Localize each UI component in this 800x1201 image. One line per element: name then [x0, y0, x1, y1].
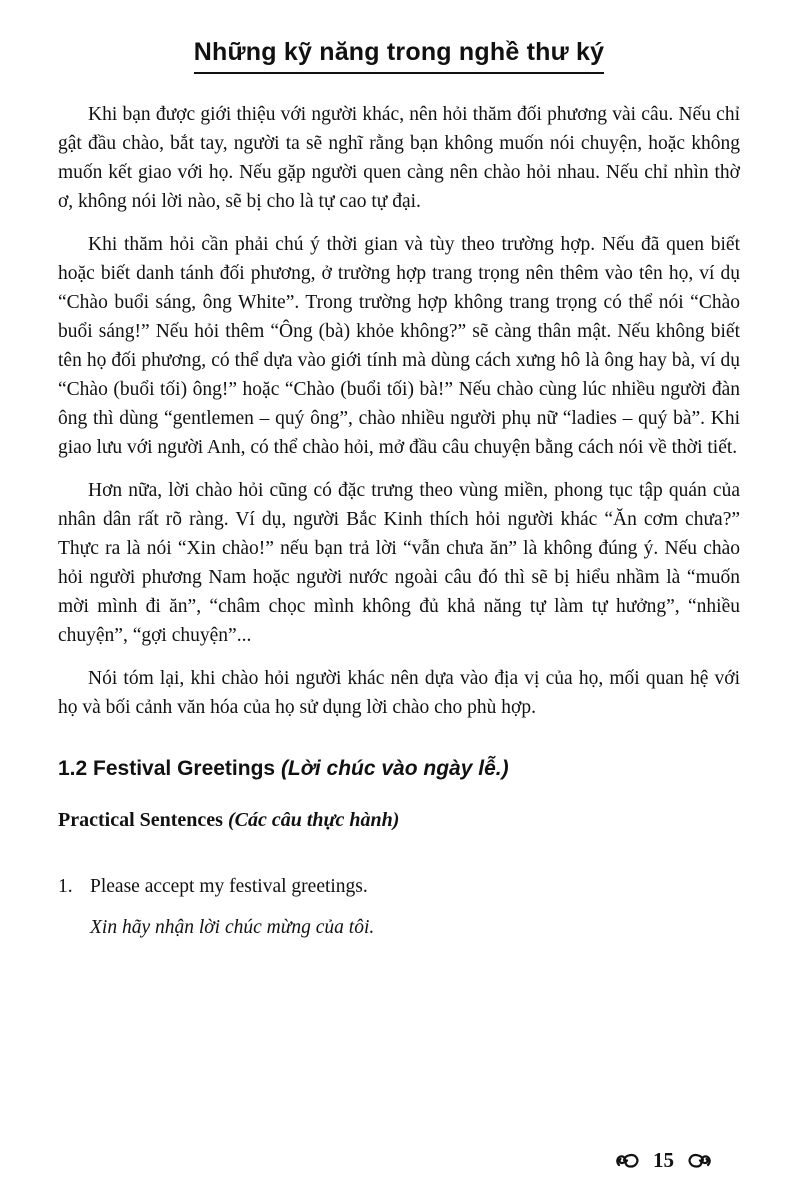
scroll-ornament-left-icon: [615, 1152, 645, 1170]
section-heading-main: 1.2 Festival Greetings: [58, 757, 281, 780]
list-item-english: Please accept my festival greetings.: [90, 876, 368, 897]
scroll-ornament-right-icon: [682, 1152, 712, 1170]
title-wrapper: [58, 38, 740, 74]
list-item: [58, 872, 740, 901]
section-heading-italic: (Lời chúc vào ngày lễ.): [280, 757, 509, 780]
paragraph-1: Khi bạn được giới thiệu với người khác, nên hỏi thăm đối phương vài câu. Nếu chỉ gật đầu chào, bắt tay, người ta sẽ nghĩ rằng bạn không muốn nói chuyện, hoặc không muốn kết giao với họ. Nếu gặp người quen càng nên chào hỏi nhau. Nếu chỉ nhìn thờ ơ, không nói lời nào, sẽ bị cho là tự cao tự đại.: [58, 104, 740, 212]
practical-heading-italic: (Các câu thực hành): [227, 809, 400, 831]
page-number: 15: [653, 1148, 674, 1172]
page-footer: [615, 1148, 712, 1173]
sentence-list: [58, 872, 740, 942]
practical-sentences-heading: [58, 809, 740, 832]
list-item-vietnamese: Xin hãy nhận lời chúc mừng của tôi.: [90, 917, 375, 938]
section-heading: [58, 756, 740, 781]
page-title: Những kỹ năng trong nghề thư ký: [194, 38, 604, 74]
paragraph-4: Nói tóm lại, khi chào hỏi người khác nên dựa vào địa vị của họ, mối quan hệ với họ và bối cảnh văn hóa của họ sử dụng lời chào cho phù hợp.: [58, 668, 740, 718]
paragraph-3: Hơn nữa, lời chào hỏi cũng có đặc trưng theo vùng miền, phong tục tập quán của nhân dân rất rõ ràng. Ví dụ, người Bắc Kinh thích hỏi người khác “Ăn cơm chưa?” Thực ra là nói “Xin chào!” nếu bạn trả lời “vẫn chưa ăn” là không đúng ý. Nếu chào hỏi người phương Nam hoặc người nước ngoài câu đó thì sẽ bị hiểu nhầm là “muốn mời mình đi ăn”, “châm chọc mình không đủ khả năng tự làm tự hưởng”, “nhiều chuyện”, “gợi chuyện”...: [58, 480, 740, 646]
practical-heading-main: Practical Sentences: [58, 809, 228, 831]
list-item-number: 1.: [58, 876, 73, 897]
paragraph-2: Khi thăm hỏi cần phải chú ý thời gian và tùy theo trường hợp. Nếu đã quen biết hoặc biết danh tánh đối phương, ở trường hợp trang trọng nên thêm vào tên họ, ví dụ “Chào buổi sáng, ông White”. Trong trường hợp không trang trọng có thể nói “Chào buổi sáng!” Nếu hỏi thêm “Ông (bà) khỏe không?” sẽ càng thân mật. Nếu không biết tên họ đối phương, có thể dựa vào giới tính mà dùng cách xưng hô là ông hay bà, ví dụ “Chào (buổi tối) ông!” hoặc “Chào (buổi tối) bà!” Nếu chào cùng lúc nhiều người đàn ông thì dùng “gentlemen – quý ông”, chào nhiều người phụ nữ “ladies – quý bà”. Khi giao lưu với người Anh, có thể chào hỏi, mở đầu câu chuyện bằng cách nói về thời tiết.: [58, 234, 740, 458]
